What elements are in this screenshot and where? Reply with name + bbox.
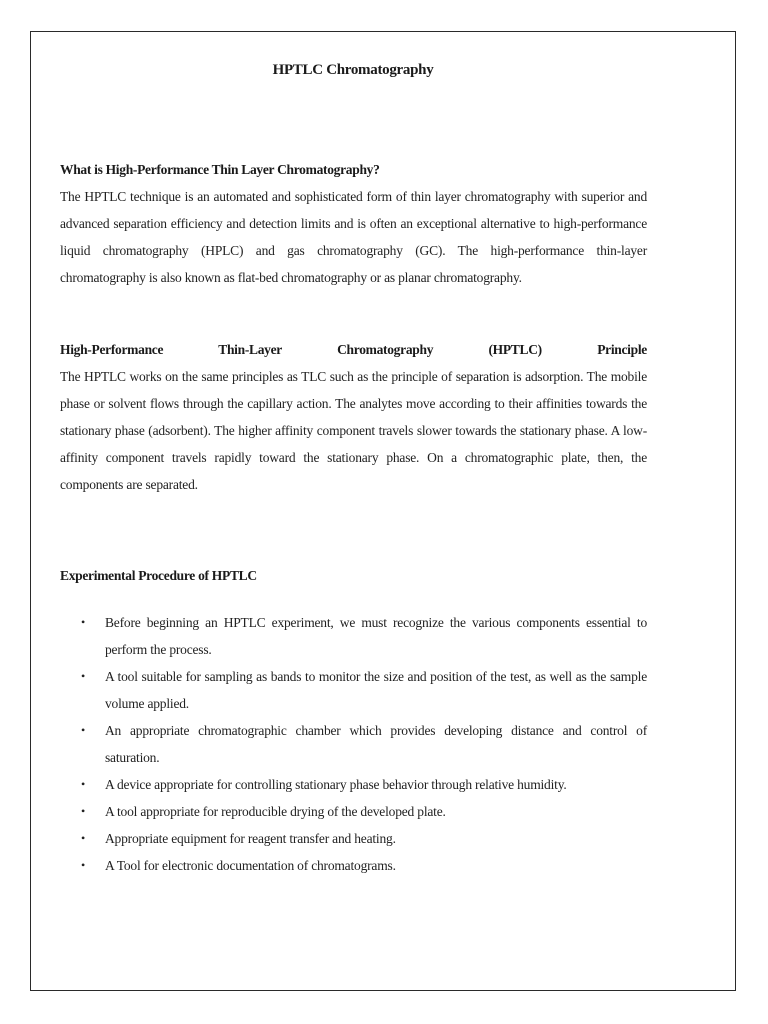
section-principle [60,336,647,498]
list-item [77,771,647,798]
section-paragraph: The HPTLC technique is an automated and sophisticated form of thin layer chromatography with superior and advanced separation efficiency and detection limits and is often an exceptional alternative to high-performance liquid chromatography (HPLC) and gas chromatography (GC). The high-performance thin-layer chromatography is also known as flat-bed chromatography or as planar chromatography. [60,189,647,285]
list-item [77,717,647,771]
procedure-list [77,609,647,879]
list-item [77,825,647,852]
list-item-text: An appropriate chromatographic chamber which provides developing distance and control of saturation. [105,723,647,765]
section-heading: What is High-Performance Thin Layer Chromatography? [60,162,380,177]
list-item-text: A Tool for electronic documentation of chromatograms. [105,858,396,873]
bullet-icon: • [81,804,86,818]
section-heading: High-Performance Thin-Layer Chromatography (HPTLC) Principle [60,342,647,357]
list-item-text: A tool appropriate for reproducible drying of the developed plate. [105,804,446,819]
list-item-text: A device appropriate for controlling stationary phase behavior through relative humidity. [105,777,567,792]
list-item [77,663,647,717]
document-title: HPTLC Chromatography [272,62,434,78]
list-item-text: Appropriate equipment for reagent transfer and heating. [105,831,396,846]
list-item [77,798,647,825]
bullet-icon: • [81,723,86,737]
bullet-icon: • [81,831,86,845]
bullet-icon: • [81,858,86,872]
list-item-text: Before beginning an HPTLC experiment, we must recognize the various components essential to perform the process. [105,615,647,657]
bullet-icon: • [81,615,86,629]
section-paragraph: The HPTLC works on the same principles as TLC such as the principle of separation is adsorption. The mobile phase or solvent flows through the capillary action. The analytes move according to their affinities towards the stationary phase (adsorbent). The higher affinity component travels slower towards the stationary phase. A low-affinity component travels rapidly toward the stationary phase. On a chromatographic plate, then, the components are separated. [60,369,647,492]
list-item [77,609,647,663]
section-experimental-procedure [60,562,647,589]
list-item-text: A tool suitable for sampling as bands to monitor the size and position of the test, as well as the sample volume applied. [105,669,647,711]
section-heading: Experimental Procedure of HPTLC [60,568,257,583]
section-what-is-hptlc [60,156,647,291]
list-item [77,852,647,879]
bullet-icon: • [81,777,86,791]
bullet-icon: • [81,669,86,683]
